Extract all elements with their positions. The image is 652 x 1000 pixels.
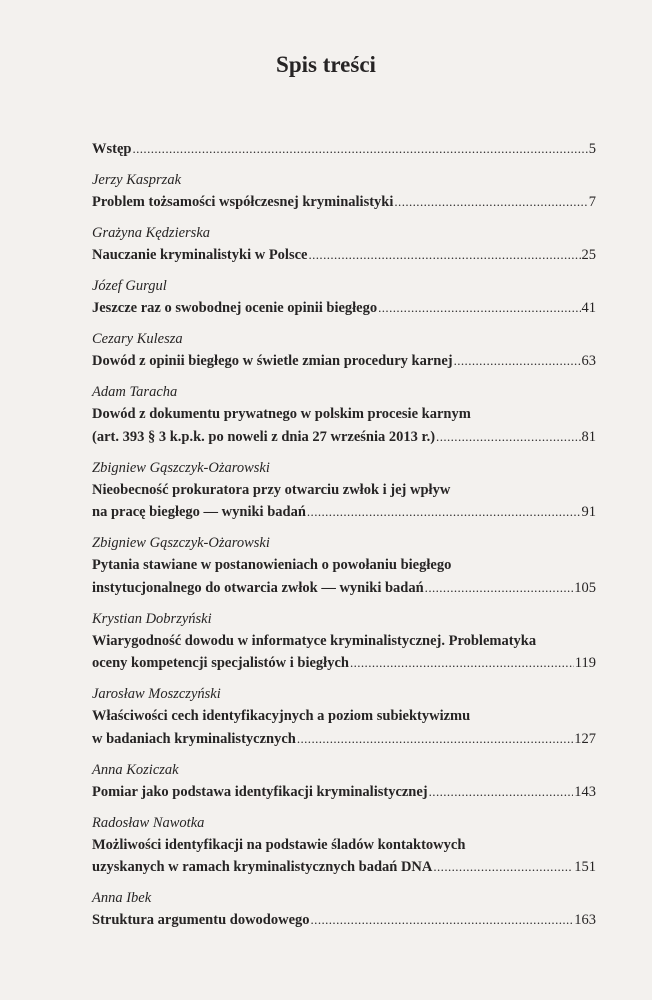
entry-title-text: uzyskanych w ramach kryminalistycznych badań DNA <box>92 859 433 875</box>
dot-leader <box>425 577 574 600</box>
page-number: 63 <box>581 353 596 369</box>
page-number: 81 <box>581 428 596 445</box>
entry-title-text: Wiarygodność dowodu w informatyce kryminalistycznej. Problematyka <box>92 632 537 649</box>
toc-entry <box>92 222 596 267</box>
entry-author: Krystian Dobrzyński <box>92 610 212 627</box>
entry-title-text: w badaniach kryminalistycznych <box>92 730 296 747</box>
toc-entry <box>92 275 596 320</box>
page-number: 127 <box>574 730 596 747</box>
page-number: 91 <box>581 504 596 520</box>
entry-title-text: Nieobecność prokuratora przy otwarciu zwłok i jej wpływ <box>92 481 451 498</box>
entry-title-line <box>92 297 596 320</box>
entry-title-line <box>92 244 596 267</box>
toc-entry <box>92 169 596 214</box>
toc-entry <box>92 608 596 675</box>
entry-title-line <box>92 501 596 524</box>
entry-title-text: Struktura argumentu dowodowego <box>92 912 310 928</box>
entry-title-line <box>92 856 596 879</box>
dot-leader <box>429 781 574 804</box>
entry-title-text: Dowód z dokumentu prywatnego w polskim procesie karnym <box>92 406 471 422</box>
page-number: 105 <box>574 579 596 596</box>
page-number: 143 <box>574 783 596 800</box>
entry-title-text: Pytania stawiane w postanowieniach o powołaniu biegłego <box>92 557 452 573</box>
entry-title-line <box>92 479 596 502</box>
dot-leader <box>394 191 587 214</box>
dot-leader <box>433 856 573 879</box>
toc-entry <box>92 759 596 804</box>
page-number: 119 <box>574 655 596 671</box>
page-number: 163 <box>574 912 596 928</box>
entry-author: Anna Koziczak <box>92 761 179 778</box>
entry-author: Anna Ibek <box>92 890 152 906</box>
entry-title-text: Właściwości cech identyfikacyjnych a poziom subiektywizmu <box>92 708 471 724</box>
page-number: 25 <box>581 247 596 263</box>
entry-title-line <box>92 350 596 373</box>
entry-title-text: Wstęp <box>92 141 132 157</box>
dot-leader <box>454 350 581 373</box>
table-of-contents <box>92 138 596 940</box>
entry-title-line <box>92 781 596 804</box>
entry-author: Zbigniew Gąszczyk-Ożarowski <box>92 459 270 476</box>
dot-leader <box>378 297 580 320</box>
page-number: 7 <box>588 194 596 210</box>
entry-title-line <box>92 138 596 161</box>
page-number: 151 <box>574 859 596 875</box>
toc-entry <box>92 812 596 879</box>
entry-title-line <box>92 426 596 449</box>
dot-leader <box>308 244 580 267</box>
entry-title-line <box>92 630 596 653</box>
entry-title-text: instytucjonalnego do otwarcia zwłok — wyniki badań <box>92 579 424 596</box>
entry-author: Grażyna Kędzierska <box>92 225 211 241</box>
page-number: 5 <box>588 141 596 157</box>
entry-author: Radosław Nawotka <box>92 814 205 831</box>
entry-author: Zbigniew Gąszczyk-Ożarowski <box>92 535 270 551</box>
entry-title-line <box>92 652 596 675</box>
toc-entry <box>92 532 596 599</box>
dot-leader <box>297 728 573 751</box>
page-title: Spis treści <box>276 52 376 77</box>
entry-title-line <box>92 191 596 214</box>
entry-title-text: Jeszcze raz o swobodnej ocenie opinii biegłego <box>92 300 378 316</box>
toc-entry <box>92 138 596 161</box>
toc-entry <box>92 683 596 750</box>
entry-title-text: Pomiar jako podstawa identyfikacji kryminalistycznej <box>92 783 428 800</box>
dot-leader <box>350 652 574 675</box>
entry-title-text: Możliwości identyfikacji na podstawie śladów kontaktowych <box>92 836 466 853</box>
entry-title-line <box>92 577 596 600</box>
entry-title-text: oceny kompetencji specjalistów i biegłych <box>92 655 349 671</box>
dot-leader <box>307 501 581 524</box>
entry-title-text: na pracę biegłego — wyniki badań <box>92 504 306 520</box>
entry-title-line <box>92 728 596 751</box>
entry-author: Adam Taracha <box>92 384 178 400</box>
entry-author: Józef Gurgul <box>92 278 167 294</box>
dot-leader <box>132 138 587 161</box>
dot-leader <box>436 426 580 449</box>
entry-author: Jerzy Kasprzak <box>92 172 182 188</box>
entry-title-text: Nauczanie kryminalistyki w Polsce <box>92 247 308 263</box>
entry-author: Cezary Kulesza <box>92 331 183 347</box>
page-number: 41 <box>581 300 596 316</box>
entry-author: Jarosław Moszczyński <box>92 686 221 702</box>
entry-title-line <box>92 834 596 857</box>
entry-title-line <box>92 705 596 728</box>
toc-entry <box>92 457 596 524</box>
entry-title-line <box>92 909 596 932</box>
dot-leader <box>311 909 574 932</box>
entry-title-line <box>92 403 596 426</box>
toc-entry <box>92 887 596 932</box>
entry-title-text: (art. 393 § 3 k.p.k. po noweli z dnia 27 września 2013 r.) <box>92 428 436 445</box>
toc-entry <box>92 328 596 373</box>
entry-title-text: Dowód z opinii biegłego w świetle zmian procedury karnej <box>92 353 453 369</box>
entry-title-text: Problem tożsamości współczesnej kryminalistyki <box>92 194 394 210</box>
toc-entry <box>92 381 596 448</box>
entry-title-line <box>92 554 596 577</box>
